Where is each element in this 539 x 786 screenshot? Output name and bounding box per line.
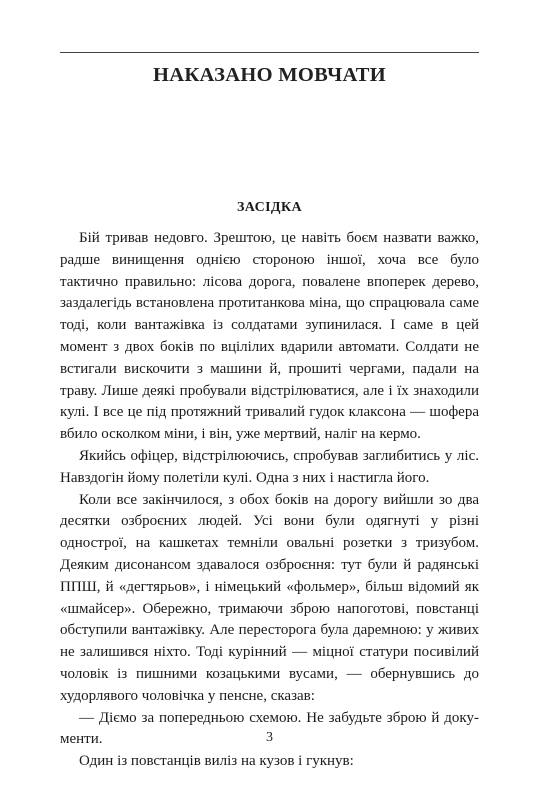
page-number: 3 [266, 730, 273, 745]
paragraph: Якийсь офіцер, відстрілюючись, спробував заглибитись у ліс. Навздогін йому полетіли кулі. Одна з них і настигла його. [60, 447, 479, 486]
paragraph: Один із повстанців виліз на кузов і гукнув: [79, 753, 354, 770]
header-rule [60, 52, 479, 53]
paragraph: Коли все закінчилося, з обох боків на дорогу вийшли зо два десятки озброєних людей. Усі вони були одягнуті у різні однострої, на кашкетах темніли овальні розетки з тризубом. Деяким дисонансом здавалося озброєння: тут були й радянські ППШ, й «дегтярьов», і німецький «фольмер», більш відомий як «шмайсер». Обережно, тримаючи зброю напоготові, повстанці обступили вантажівку. Але пересторога була даремною: у живих не залишився ніхто. Тоді курінний — міцної статури посивілий чоловік із пишними козацькими вусами, — обернувшись до худорлявого чоловічка у пенсне, сказав: [60, 491, 479, 704]
book-title: НАКАЗАНО МОВЧАТИ [153, 64, 386, 86]
chapter-title: ЗАСІДКА [236, 200, 303, 215]
paragraph: — Діємо за попередньою схемою. Не забудьте зброю й документи. [60, 709, 479, 748]
paragraph: Бій тривав недовго. Зрештою, це навіть боєм назвати важко, радше винищення однією стороною іншої, хоча все було тактично правильно: лісова дорога, повалене впоперек дерево, заздалегідь встановлена протитанкова міна, що спрацювала саме тоді, коли вантажівка із солдатами зупинилася. І саме в цей момент з двох боків по вцілілих вдарили автомати. Солдати не встигали вискочити з машини й, прошиті чергами, падали на траву. Лише деякі пробували відстрілюватися, але і їх знаходили кулі. І все це під протяжний тривалий гудок клаксона — шофера вбило осколком міни, і він, уже мертвий, наліг на кермо. [60, 230, 479, 443]
body-text [60, 228, 479, 773]
